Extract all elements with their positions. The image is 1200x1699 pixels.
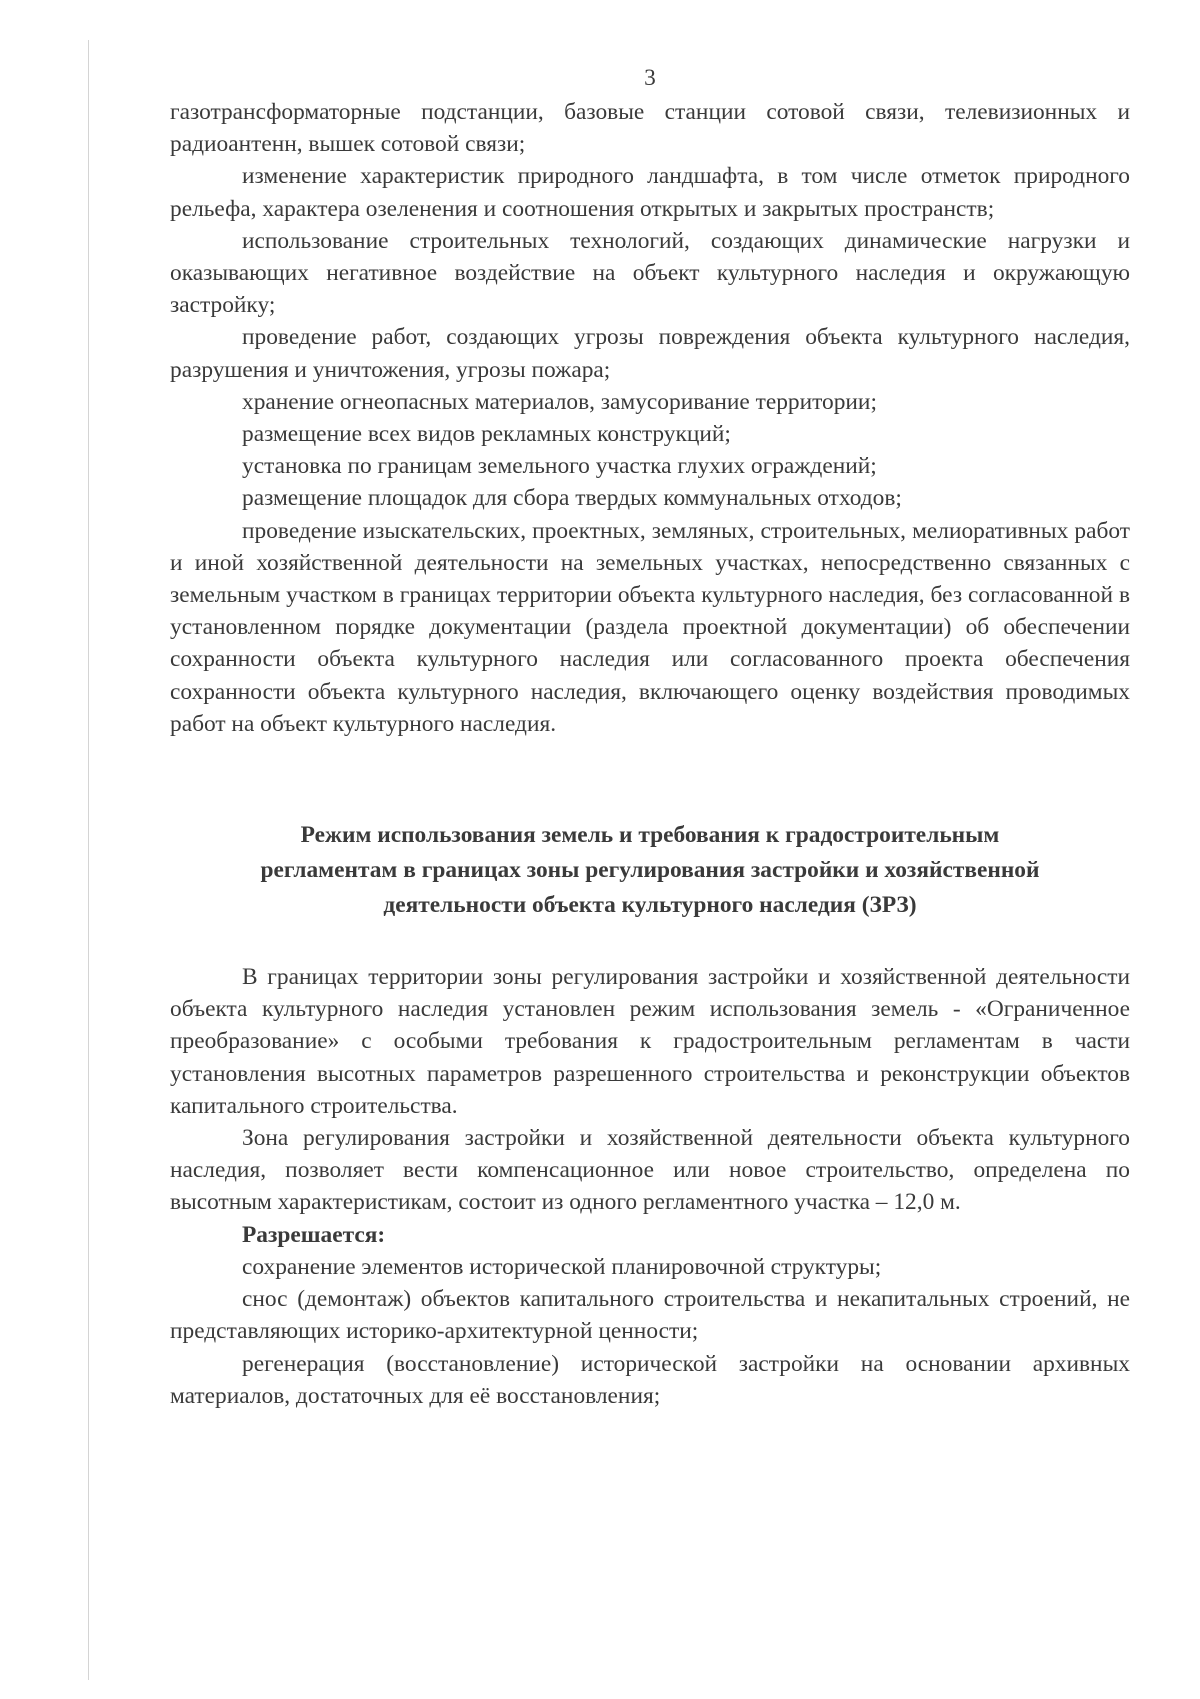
paragraph: В границах территории зоны регулирования застройки и хозяйственной деятельности объекта культурного наследия установлен режим использования земель - «Ограниченное преобразование» с особыми требования к градостроительным регламентам в части установления высотных параметров разрешенного строительства и реконструкции объектов капитального строительства. (170, 964, 1130, 1119)
allowed-label: Разрешается: (242, 1221, 386, 1248)
paragraph: проведение изыскательских, проектных, земляных, строительных, мелиоративных работ и иной хозяйственной деятельности на земельных участках, непосредственно связанных с земельным участком в границах территории объекта культурного наследия, без согласованной в установленном порядке документации (раздела проектной документации) об обеспечении сохранности объекта культурного наследия или согласованного проекта обеспечения сохранности объекта культурного наследия, включающего оценку воздействия проводимых работ на объект культурного наследия. (170, 517, 1130, 737)
paragraph: сохранение элементов исторической планировочной структуры; (242, 1253, 882, 1280)
section-heading (170, 818, 1130, 923)
heading-line: Режим использования земель и требования к градостроительным (300, 822, 1000, 849)
paragraph: хранение огнеопасных материалов, замусоривание территории; (242, 388, 877, 415)
paragraph: Зона регулирования застройки и хозяйственной деятельности объекта культурного наследия, позволяет вести компенсационное или новое строительство, определена по высотным характеристикам, состоит из одного регламентного участка – 12,0 м. (170, 1125, 1130, 1216)
zone-regime-section (170, 961, 1130, 1412)
scan-margin-line (88, 40, 89, 1680)
paragraph: проведение работ, создающих угрозы повреждения объекта культурного наследия, разрушения и уничтожения, угрозы пожара; (170, 324, 1130, 383)
restrictions-list (170, 96, 1130, 740)
heading-line: деятельности объекта культурного наследия (ЗРЗ) (383, 892, 917, 919)
paragraph: размещение площадок для сбора твердых коммунальных отходов; (242, 485, 902, 512)
paragraph: регенерация (восстановление) исторической застройки на основании архивных материалов, достаточных для её восстановления; (170, 1350, 1130, 1409)
paragraph: газотрансформаторные подстанции, базовые станции сотовой связи, телевизионных и радиоантенн, вышек сотовой связи; (170, 99, 1130, 158)
page-number: 3 (644, 65, 656, 91)
paragraph: использование строительных технологий, создающих динамические нагрузки и оказывающих негативное воздействие на объект культурного наследия и окружающую застройку; (170, 227, 1130, 319)
paragraph: размещение всех видов рекламных конструкций; (242, 421, 731, 448)
paragraph: изменение характеристик природного ландшафта, в том числе отметок природного рельефа, характера озеленения и соотношения открытых и закрытых пространств; (170, 163, 1130, 222)
paragraph: установка по границам земельного участка глухих ограждений; (242, 453, 877, 480)
heading-line: регламентам в границах зоны регулирования застройки и хозяйственной (260, 857, 1040, 884)
paragraph: снос (демонтаж) объектов капитального строительства и некапитальных строений, не представляющих историко-архитектурной ценности; (170, 1286, 1130, 1345)
spacer (170, 923, 1130, 961)
document-body (170, 62, 1130, 1412)
